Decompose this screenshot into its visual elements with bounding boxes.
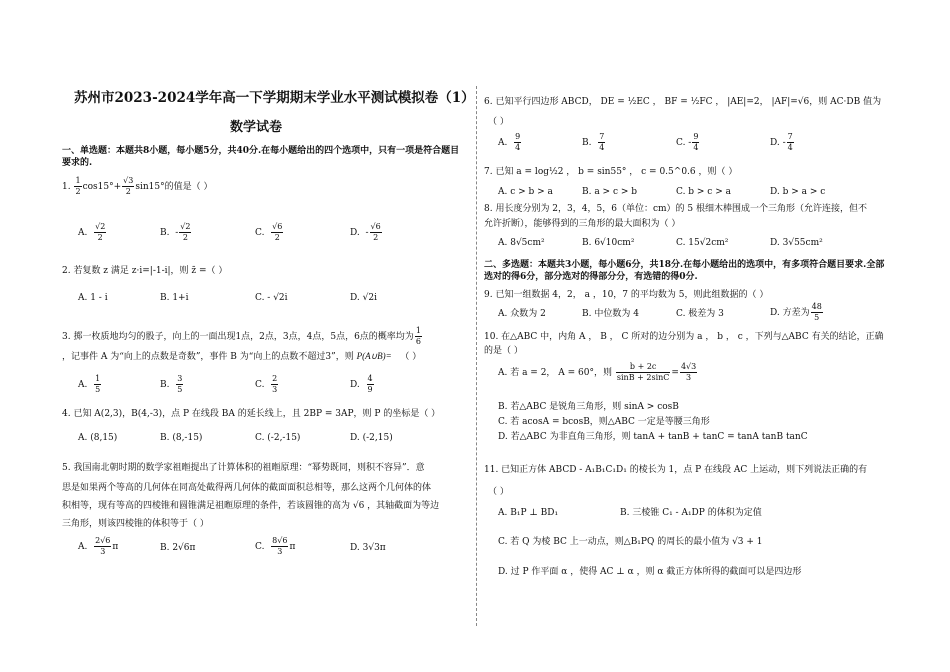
q1-term1: cos15°+ — [82, 182, 122, 192]
question-3-line2: ，记事件 A 为“向上的点数是奇数”，事件 B 为“向上的点数不超过3”，则 P(A∪B)= （ ） — [62, 351, 422, 362]
q9-option-c: C. 极差为 3 — [676, 309, 724, 319]
right-column — [484, 0, 896, 672]
q8-option-a: A. 8√5cm² — [498, 238, 545, 248]
q6-option-a: A. $\frac{9}{4}$ — [498, 132, 521, 152]
q3-option-a: A. $\frac{1}{5}$ — [78, 374, 101, 394]
q10-option-c: C. 若 acosA = bcosB，则△ABC 一定是等腰三角形 — [498, 417, 710, 427]
exam-subtitle: 数学试卷 — [230, 120, 283, 135]
q4-option-c: C. (-2,-15) — [255, 433, 301, 443]
q9-option-d: D. 方差为 $\frac{48}{5}$ — [770, 302, 822, 322]
question-5-line3: 积相等，现有等高的四棱锥和圆锥满足祖暅原理的条件，若该圆锥的高为 √6 ，其轴截面为等边 — [62, 501, 440, 511]
q11-option-a: A. B₁P ⊥ BD₁ — [498, 508, 559, 518]
question-1 — [62, 176, 212, 197]
q1-frac2-den: 2 — [125, 187, 131, 196]
q5-option-a: A. $\frac{2√6}{3}$ π — [78, 536, 119, 556]
q1-option-c: C. $\frac{√6}{2}$ — [255, 222, 283, 242]
question-6: 6. 已知平行四边形 ABCD， DE = ½EC ， BF = ½FC ， |AE|=2， |AF|=√6，则 AC·DB 值为 — [484, 97, 882, 107]
q11-option-b: B. 三棱锥 C₁ - A₁DP 的体积为定值 — [620, 508, 762, 518]
q1-option-a: A. $\frac{√2}{2}$ — [78, 222, 106, 242]
question-5-line2: 思是如果两个等高的几何体在同高处截得两几何体的截面面积总相等，那么这两个几何体的体 — [62, 483, 432, 493]
q7-option-c: C. b > c > a — [676, 187, 731, 197]
q10-option-d: D. 若△ABC 为非直角三角形，则 tanA + tanB + tanC = tanA tanB tanC — [498, 432, 808, 442]
q10-option-a: A. 若 a = 2， A = 60°，则 $\frac{b + 2c}{\sin B + 2\sin C}$ = $\frac{4√3}{3}$ — [498, 362, 697, 382]
section-multiple-choice: 二、多选题：本题共3小题，每小题6分，共18分.在每小题给出的选项中，有多项符合题目要求.全部选对的得6分，部分选对的得部分分，有选错的得0分. — [484, 260, 885, 282]
q8-option-d: D. 3√55cm² — [770, 238, 823, 248]
q1-frac1-num: 1 — [75, 176, 81, 185]
column-divider — [476, 86, 477, 626]
section-single-choice: 一、单选题：本题共8小题，每小题5分，共40分.在每小题给出的四个选项中，只有一项是符合题目要求的. — [62, 146, 460, 168]
q3-option-c: C. $\frac{2}{3}$ — [255, 374, 278, 394]
q2-option-c: C. - √2i — [255, 293, 288, 303]
question-11-line1: 11. 已知正方体 ABCD - A₁B₁C₁D₁ 的棱长为 1，点 P 在线段 AC 上运动，则下列说法正确的有 — [484, 465, 868, 475]
q2-option-a: A. 1 - i — [78, 293, 108, 303]
q1-frac1-den: 2 — [75, 187, 81, 196]
q1-number: 1. — [62, 182, 71, 192]
question-6-paren: （ ） — [488, 117, 509, 127]
q1-tail: 的值是（ ） — [164, 182, 213, 192]
question-3: 3. 掷一枚质地均匀的骰子，向上的一面出现1点，2点，3点，4点，5点，6点的概率均为 $\frac{1}{6}$ — [62, 326, 421, 346]
q8-option-c: C. 15√2cm² — [676, 238, 729, 248]
q8-option-b: B. 6√10cm² — [582, 238, 635, 248]
question-5-line4: 三角形，则该四棱锥的体积等于（ ） — [62, 519, 209, 529]
question-10-line1: 10. 在△ABC 中，内角 A ， B ， C 所对的边分别为 a ， b ， c ，下列与△ABC 有关的结论，正确 — [484, 332, 884, 342]
question-8-line2: 允许折断），能够得到的三角形的最大面积为（ ） — [484, 219, 681, 229]
q2-option-d: D. √2i — [350, 293, 377, 303]
q3-option-b: B. $\frac{3}{5}$ — [160, 374, 183, 394]
question-9: 9. 已知一组数据 4，2， a ，10，7 的平均数为 5，则此组数据的（ ） — [484, 290, 769, 300]
q1-frac2-num: √3 — [123, 176, 134, 185]
q3-option-d: D. $\frac{4}{9}$ — [350, 374, 373, 394]
q1-term2: sin15° — [135, 182, 165, 192]
q6-option-d: D. - $\frac{7}{4}$ — [770, 132, 793, 152]
q6-option-c: C. - $\frac{9}{4}$ — [676, 132, 699, 152]
question-11-paren: （ ） — [488, 487, 509, 497]
question-8-line1: 8. 用长度分别为 2，3，4，5，6（单位：cm）的 5 根细木棒围成一个三角形（允许连接，但不 — [484, 204, 867, 214]
question-2: 2. 若复数 z 满足 z·i=|-1-i|，则 z̄ =（ ） — [62, 266, 228, 276]
question-10-line2: 的是（ ） — [484, 346, 523, 356]
q7-option-a: A. c > b > a — [498, 187, 553, 197]
q5-option-d: D. 3√3π — [350, 543, 386, 553]
q11-option-d: D. 过 P 作平面 α ，使得 AC ⊥ α ，则 α 截正方体所得的截面可以是四边形 — [498, 567, 802, 577]
q7-option-b: B. a > c > b — [582, 187, 638, 197]
q6-option-b: B. $\frac{7}{4}$ — [582, 132, 605, 152]
q11-option-c: C. 若 Q 为棱 BC 上一动点，则△B₁PQ 的周长的最小值为 √3 + 1 — [498, 537, 763, 547]
question-7: 7. 已知 a = log½2 ， b = sin55° ， c = 0.5^0.6 ，则（ ） — [484, 167, 738, 177]
q4-option-d: D. (-2,15) — [350, 433, 393, 443]
q4-option-b: B. (8,-15) — [160, 433, 203, 443]
q10-option-b: B. 若△ABC 是锐角三角形，则 sinA > cosB — [498, 402, 679, 412]
left-column — [62, 0, 475, 672]
question-4: 4. 已知 A(2,3)，B(4,-3)，点 P 在线段 BA 的延长线上，且 2BP = 3AP，则 P 的坐标是（ ） — [62, 409, 441, 419]
q5-option-c: C. $\frac{8√6}{3}$ π — [255, 536, 296, 556]
q9-option-b: B. 中位数为 4 — [582, 309, 639, 319]
exam-title: 苏州市2023-2024学年高一下学期期末学业水平测试模拟卷（1） — [74, 90, 475, 106]
q7-option-d: D. b > a > c — [770, 187, 826, 197]
question-5-line1: 5. 我国南北朝时期的数学家祖暅提出了计算体积的祖暅原理：“幂势既同，则积不容异”．意 — [62, 463, 425, 473]
q2-option-b: B. 1+i — [160, 293, 189, 303]
q1-option-b: B. - $\frac{√2}{2}$ — [160, 222, 191, 242]
q1-option-d: D. - $\frac{√6}{2}$ — [350, 222, 381, 242]
q9-option-a: A. 众数为 2 — [498, 309, 546, 319]
q5-option-b: B. 2√6π — [160, 543, 196, 553]
q4-option-a: A. (8,15) — [78, 433, 118, 443]
